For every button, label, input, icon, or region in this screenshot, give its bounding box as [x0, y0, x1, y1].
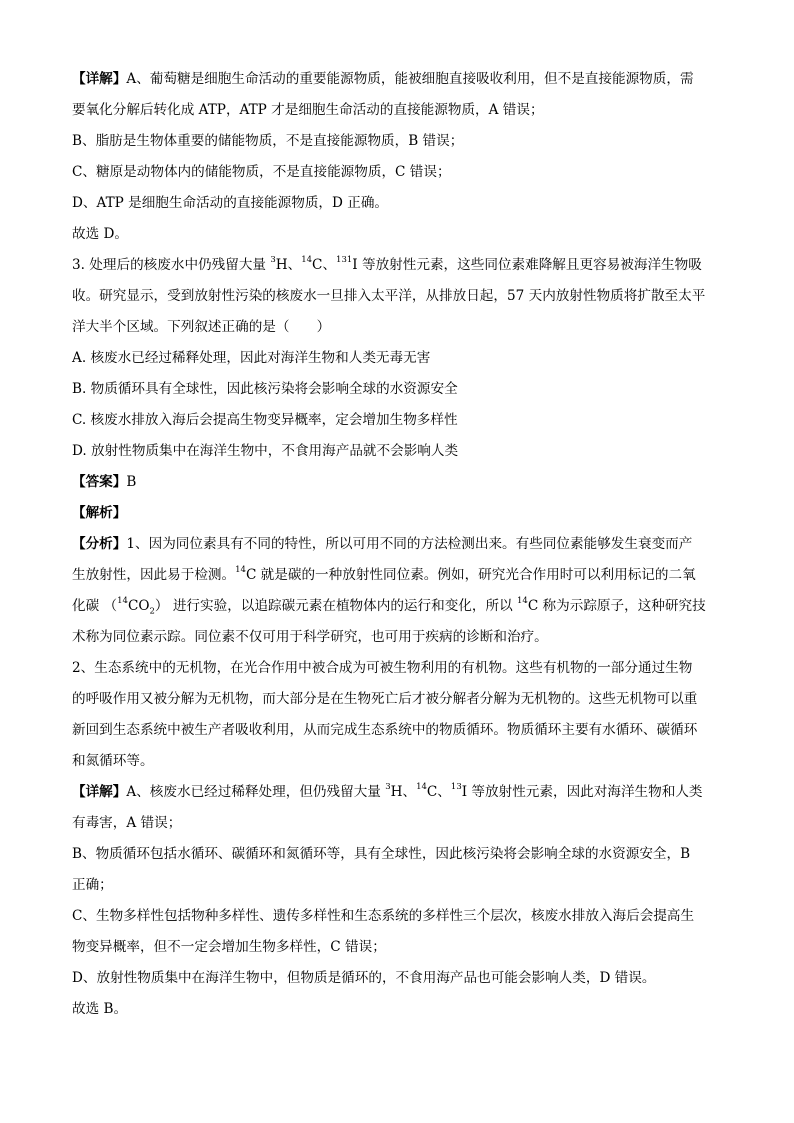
detail-tag: 【详解】 — [72, 71, 127, 87]
explanation-tag: 【详解】 — [72, 784, 127, 800]
answer-value: B — [126, 474, 137, 490]
detail-line-5: D、ATP 是细胞生命活动的直接能源物质，D 正确。 — [72, 195, 389, 211]
question-3-stem-line-1: 3. 处理后的核废水中仍残留大量 $^3$H、$^{14}$C、$^{131}$I 等放射性元素，这些同位素难降解且更容易被海洋生物吸 — [72, 255, 702, 273]
analysis-line-3: 化碳 $(^{14}CO_2)$ 进行实验，以追踪碳元素在植物体内的运行和变化，所以 $^{14}$C 称为示踪原子，这种研究技 — [72, 596, 706, 617]
analysis-line-8: 和氮循环等。 — [72, 753, 154, 769]
option-c: C. 核废水排放入海后会提高生物变异概率，定会增加生物多样性 — [72, 412, 458, 428]
explanation-line-7: D、放射性物质集中在海洋生物中，但物质是循环的，不食用海产品也可能会影响人类，D 错误。 — [72, 970, 656, 986]
answer-line — [72, 467, 724, 498]
analysis-line-2: 生放射性，因此易于检测。$^{14}$C 就是碳的一种放射性同位素。例如，研究光合作用时可以利用标记的二氧 — [72, 565, 696, 583]
detail-line-2: 要氧化分解后转化成 ATP，ATP 才是细胞生命活动的直接能源物质，A 错误； — [72, 102, 544, 118]
answer-tag: 【答案】 — [72, 474, 127, 490]
question-3-stem-line-3: 洋大半个区域。下列叙述正确的是（ ） — [72, 319, 331, 335]
detail-line-3: B、脂肪是生物体重要的储能物质，不是直接能源物质，B 错误； — [72, 133, 464, 149]
analysis-heading: 【解析】 — [72, 505, 127, 521]
explanation-line-5: C、生物多样性包括物种多样性、遗传多样性和生态系统的多样性三个层次，核废水排放入海后会提高生 — [72, 908, 695, 924]
analysis-line-4: 术称为同位素示踪。同位素不仅可用于科学研究，也可用于疾病的诊断和治疗。 — [72, 629, 548, 645]
option-d: D. 放射性物质集中在海洋生物中，不食用海产品就不会影响人类 — [72, 443, 459, 459]
question-3-stem-line-2: 收。研究显示，受到放射性污染的核废水一旦排入太平洋，从排放日起，57 天内放射性物质将扩散至太平 — [72, 288, 706, 304]
conclusion-line: 故选 D。 — [72, 226, 129, 242]
explanation-line-6: 物变异概率，但不一定会增加生物多样性，C 错误； — [72, 939, 386, 955]
option-a: A. 核废水已经过稀释处理，因此对海洋生物和人类无毒无害 — [72, 350, 431, 366]
analysis-line-5: 2、生态系统中的无机物，在光合作用中被合成为可被生物利用的有机物。这些有机物的一部分通过生物 — [72, 660, 693, 676]
analysis-tag: 【分析】 — [72, 536, 127, 552]
analysis-line-1: 【分析】1、因为同位素具有不同的特性，所以可用不同的方法检测出来。有些同位素能够发生衰变而产 — [72, 536, 693, 552]
option-b: B. 物质循环具有全球性，因此核污染将会影响全球的水资源安全 — [72, 381, 458, 397]
explanation-line-4: 正确； — [72, 877, 113, 893]
explanation-line-1: 【详解】A、核废水已经过稀释处理，但仍残留大量 $^3$H、$^{14}$C、$^{13}$I 等放射性元素，因此对海洋生物和人类 — [72, 782, 703, 800]
detail-line-4: C、糖原是动物体内的储能物质，不是直接能源物质，C 错误； — [72, 164, 451, 180]
explanation-line-3: B、物质循环包括水循环、碳循环和氮循环等，具有全球性，因此核污染将会影响全球的水资源安全，B — [72, 846, 691, 862]
analysis-line-7: 新回到生态系统中被生产者吸收利用，从而完成生态系统中的物质循环。物质循环主要有水循环、碳循环 — [72, 722, 698, 738]
analysis-line-6: 的呼吸作用又被分解为无机物，而大部分是在生物死亡后才被分解者分解为无机物的。这些无机物可以重 — [72, 691, 698, 707]
detail-line-1: 【详解】A、葡萄糖是细胞生命活动的重要能源物质，能被细胞直接吸收利用，但不是直接能源物质，需 — [72, 71, 694, 87]
explanation-line-2: 有毒害，A 错误； — [72, 815, 182, 831]
final-choice-line: 故选 B。 — [72, 1001, 128, 1017]
document-page — [72, 64, 724, 1025]
